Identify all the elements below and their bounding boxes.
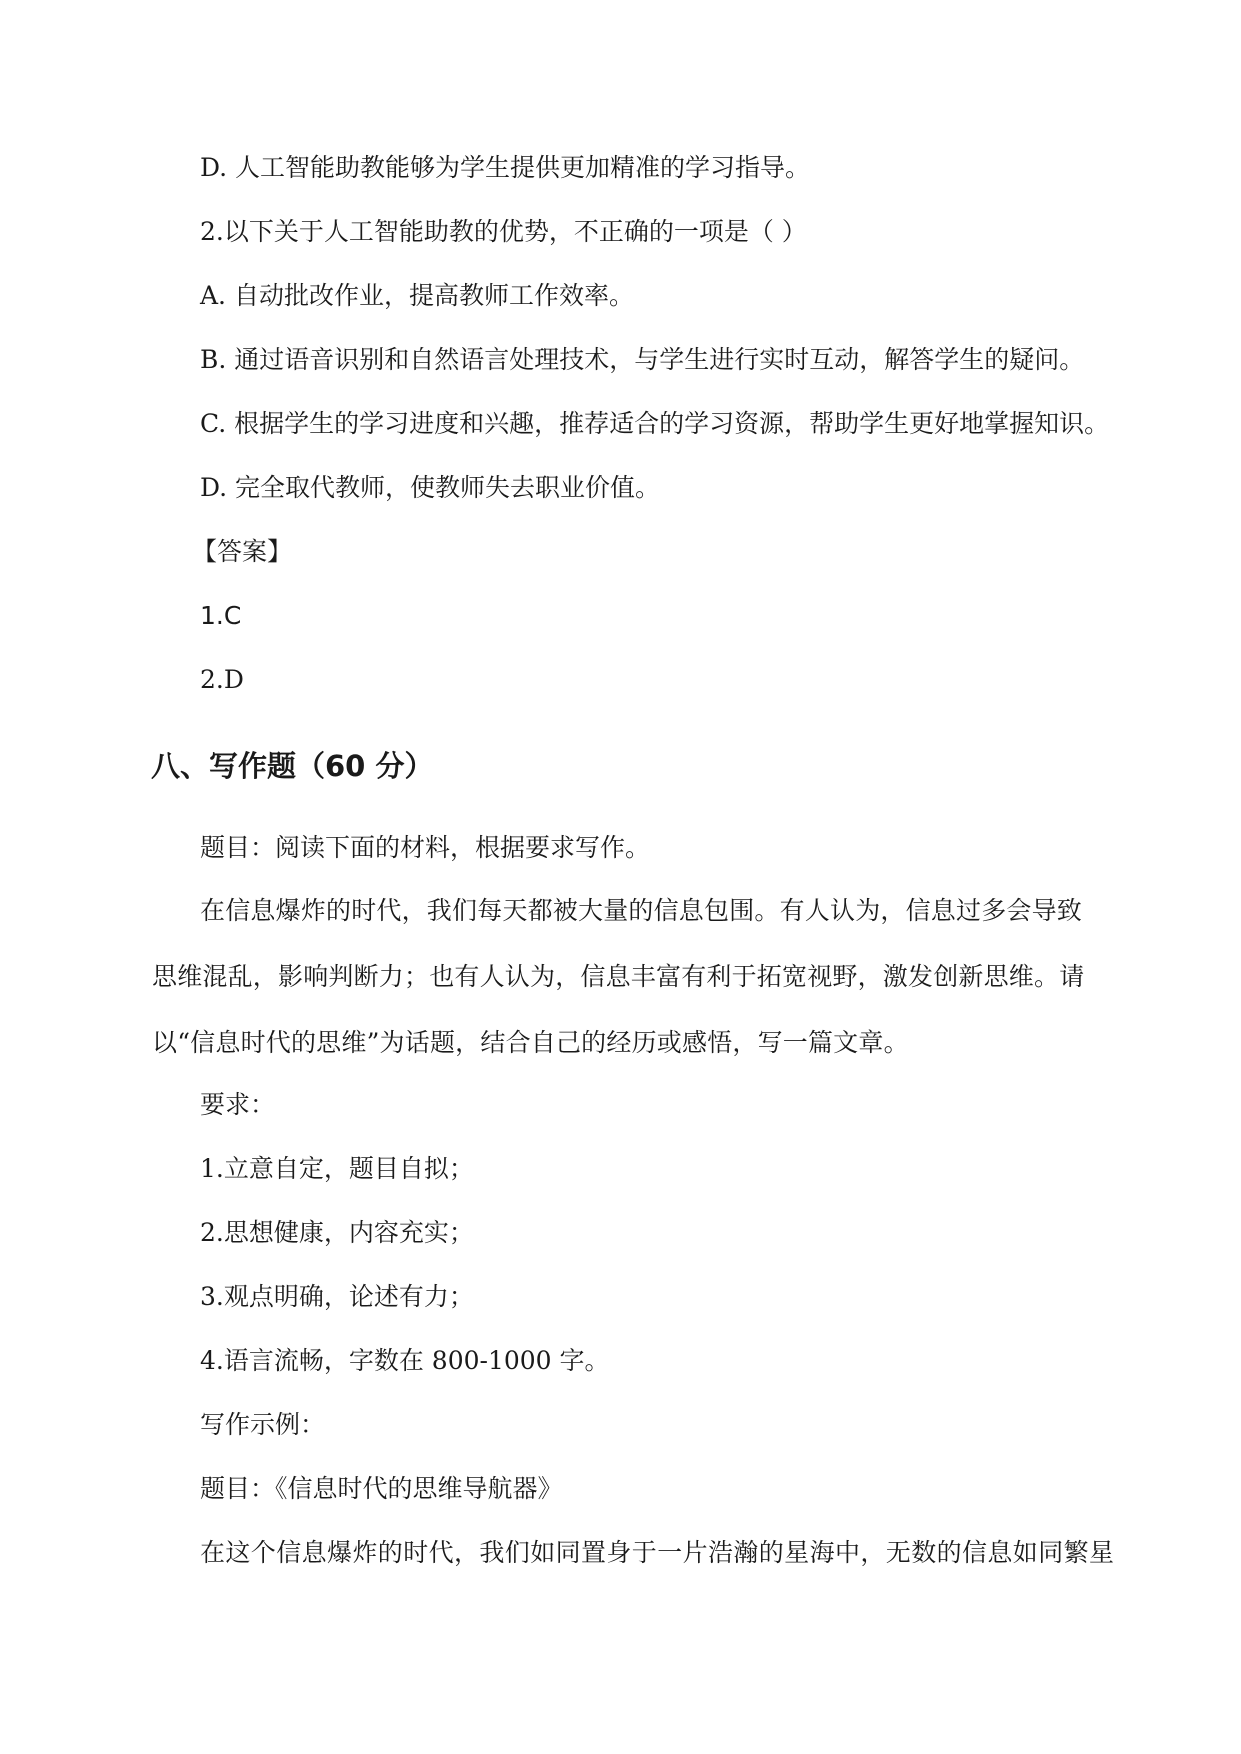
example-title: 题目：《信息时代的思维导航器》 bbox=[200, 1474, 563, 1503]
requirement-4: 4.语言流畅，字数在 800-1000 字。 bbox=[200, 1346, 610, 1375]
example-label: 写作示例： bbox=[200, 1410, 326, 1439]
prompt-title: 题目：阅读下面的材料，根据要求写作。 bbox=[200, 833, 651, 862]
requirement-2: 2.思想健康，内容充实； bbox=[200, 1218, 474, 1247]
q2-option-d: D. 完全取代教师，使教师失去职业价值。 bbox=[200, 473, 661, 502]
requirements-label: 要求： bbox=[200, 1090, 276, 1119]
prompt-material: 在信息爆炸的时代，我们每天都被大量的信息包围。有人认为，信息过多会导致思维混乱，影响判断力；也有人认为，信息丰富有利于拓宽视野，激发创新思维。请以“信息时代的思维”为话题，结合自己的经历或感悟，写一篇文章。 bbox=[152, 896, 1085, 1057]
requirement-3: 3.观点明确，论述有力； bbox=[200, 1282, 474, 1311]
requirement-1: 1.立意自定，题目自拟； bbox=[200, 1154, 474, 1183]
example-first-line: 在这个信息爆炸的时代，我们如同置身于一片浩瀚的星海中，无数的信息如同繁星 bbox=[200, 1538, 1115, 1567]
q1-option-d: D. 人工智能助教能够为学生提供更加精准的学习指导。 bbox=[200, 153, 811, 182]
section-heading: 八、写作题（60 分） bbox=[151, 749, 434, 783]
q2-option-b: B. 通过语音识别和自然语言处理技术，与学生进行实时互动，解答学生的疑问。 bbox=[200, 345, 1085, 374]
q2-option-a: A. 自动批改作业，提高教师工作效率。 bbox=[200, 281, 634, 310]
q2-question: 2.以下关于人工智能助教的优势，不正确的一项是（ ） bbox=[200, 217, 807, 246]
q2-option-c: C. 根据学生的学习进度和兴趣，推荐适合的学习资源，帮助学生更好地掌握知识。 bbox=[200, 409, 1110, 438]
answer-label: 【答案】 bbox=[192, 537, 293, 566]
answer-item-1: 1.C bbox=[200, 601, 242, 630]
answer-item-2: 2.D bbox=[200, 665, 244, 694]
